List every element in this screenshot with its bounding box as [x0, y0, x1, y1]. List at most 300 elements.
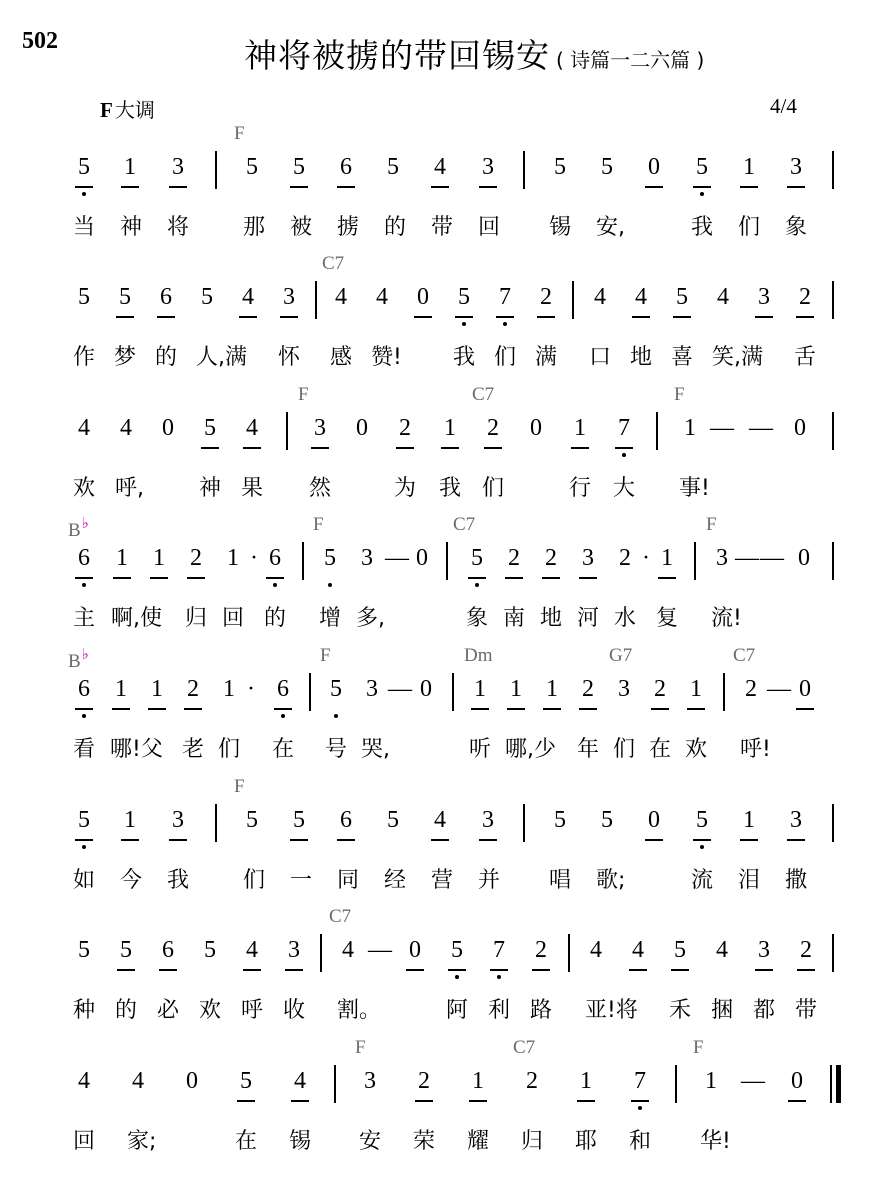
lyric-syllable: 归: [521, 1129, 544, 1154]
note: 3: [618, 676, 630, 702]
note: 5: [387, 807, 399, 833]
note: 5: [201, 284, 213, 310]
lyric-syllable: 象: [466, 606, 489, 631]
barline: [334, 1065, 336, 1103]
barline: [832, 281, 834, 319]
lower-octave-dot: [622, 453, 626, 457]
eighth-underline: [615, 447, 633, 449]
note: 0: [642, 153, 666, 181]
note: 4: [236, 283, 260, 311]
note: 1: [655, 544, 679, 572]
chord-symbol: [329, 906, 351, 928]
note: 1: [147, 544, 171, 572]
lyric-syllable: 哪!父: [110, 737, 163, 762]
note: 1: [737, 153, 761, 181]
note: 4: [78, 1068, 90, 1094]
note: 6: [154, 283, 178, 311]
chord-symbol: [68, 514, 89, 542]
lyric-syllable: 神: [199, 476, 222, 501]
lyric-syllable: 笑,满: [712, 345, 763, 370]
note: 6: [263, 544, 287, 572]
lyric-syllable: 河: [577, 606, 600, 631]
eighth-underline: [291, 1100, 309, 1102]
eighth-underline: [632, 316, 650, 318]
eighth-underline: [337, 186, 355, 188]
lyric-syllable: 哪,少: [505, 737, 556, 762]
chord-root: F: [706, 514, 717, 535]
note: 7: [493, 283, 517, 311]
eighth-underline: [290, 186, 308, 188]
eighth-underline: [239, 316, 257, 318]
eighth-underline: [796, 316, 814, 318]
lower-octave-dot: [334, 714, 338, 718]
lyric-syllable: 哭,: [361, 737, 390, 762]
chord-symbol: [68, 645, 89, 673]
lyric-syllable: 的: [384, 215, 407, 240]
lyric-syllable: 听: [469, 737, 492, 762]
note: 1: [705, 1068, 717, 1094]
lyric-syllable: 呼,: [115, 476, 144, 501]
final-barline-thick: [836, 1065, 841, 1103]
eighth-underline: [797, 969, 815, 971]
lower-octave-dot: [82, 192, 86, 196]
lyric-syllable: 欢: [685, 737, 708, 762]
note: 6: [334, 153, 358, 181]
note: 0: [186, 1068, 198, 1094]
lyric-syllable: 歌;: [596, 868, 626, 893]
lyric-syllable: 们: [738, 215, 761, 240]
chord-root: C7: [453, 514, 476, 535]
note: 3: [277, 283, 301, 311]
lyric-syllable: 满: [535, 345, 558, 370]
note: 3: [308, 414, 332, 442]
barline: [215, 151, 217, 189]
lyric-syllable: 喜: [671, 345, 694, 370]
note: 5: [554, 807, 566, 833]
lyric-syllable: 感: [330, 345, 353, 370]
barline: [832, 151, 834, 189]
note: 3: [476, 153, 500, 181]
lyric-syllable: 我: [691, 215, 714, 240]
eighth-underline: [629, 969, 647, 971]
eighth-underline: [117, 969, 135, 971]
chord-root: F: [693, 1037, 704, 1058]
eighth-underline: [479, 839, 497, 841]
lyric-syllable: 荣: [413, 1129, 436, 1154]
note-extension: —: [710, 415, 734, 441]
note: 2: [619, 545, 631, 571]
note-extension: —: [388, 676, 412, 702]
lyric-syllable: 多,: [356, 606, 385, 631]
note: 6: [72, 544, 96, 572]
barline: [523, 804, 525, 842]
lyric-syllable: 唱: [549, 868, 572, 893]
eighth-underline: [159, 969, 177, 971]
note: 4: [428, 153, 452, 181]
eighth-underline: [579, 577, 597, 579]
eighth-underline: [490, 969, 508, 971]
note: 0: [420, 676, 432, 702]
lyric-syllable: 一: [290, 868, 313, 893]
lyric-syllable: 作: [73, 345, 96, 370]
eighth-underline: [543, 708, 561, 710]
note: 2: [745, 676, 757, 702]
lyric-syllable: 年: [577, 737, 600, 762]
note: 3: [364, 1068, 376, 1094]
barline: [315, 281, 317, 319]
note: 6: [156, 936, 180, 964]
lyric-syllable: 带: [795, 998, 818, 1023]
eighth-underline: [201, 447, 219, 449]
eighth-underline: [507, 708, 525, 710]
eighth-underline: [579, 708, 597, 710]
note-extension: —: [767, 676, 791, 702]
lyric-syllable: 撒: [785, 868, 808, 893]
lyric-syllable: 我: [439, 476, 462, 501]
note: 1: [118, 806, 142, 834]
barline: [320, 934, 322, 972]
eighth-underline: [290, 839, 308, 841]
note: 2: [481, 414, 505, 442]
time-signature: 4/4: [770, 94, 797, 118]
eighth-underline: [113, 577, 131, 579]
lyric-syllable: 梦: [114, 345, 137, 370]
note: 0: [530, 415, 542, 441]
barline: [832, 412, 834, 450]
barline: [309, 673, 311, 711]
lyric-syllable: 们: [494, 345, 517, 370]
lower-octave-dot: [700, 192, 704, 196]
barline: [656, 412, 658, 450]
eighth-underline: [75, 186, 93, 188]
lyric-syllable: 为: [394, 476, 417, 501]
note: 4: [594, 284, 606, 310]
barline: [215, 804, 217, 842]
note: 5: [198, 414, 222, 442]
lower-octave-dot: [281, 714, 285, 718]
note: 3: [784, 153, 808, 181]
eighth-underline: [755, 316, 773, 318]
chord-root: C7: [472, 384, 495, 405]
note: 5: [287, 806, 311, 834]
note: 4: [132, 1068, 144, 1094]
eighth-underline: [311, 447, 329, 449]
augmentation-dot: ·: [642, 545, 650, 571]
eighth-underline: [740, 839, 758, 841]
lyric-syllable: 泪: [738, 868, 761, 893]
flat-icon: ♭: [81, 647, 89, 663]
note: 5: [114, 936, 138, 964]
augmentation-dot: ·: [247, 676, 255, 702]
hymn-title: 神将被掳的带回锡安: [244, 36, 550, 75]
barline: [694, 542, 696, 580]
eighth-underline: [121, 839, 139, 841]
eighth-underline: [542, 577, 560, 579]
note: 2: [412, 1067, 436, 1095]
note: 3: [784, 806, 808, 834]
lyric-syllable: 行: [569, 476, 592, 501]
lyric-syllable: 同: [337, 868, 360, 893]
chord-symbol: [298, 384, 309, 406]
chord-root: F: [674, 384, 685, 405]
note: 2: [793, 283, 817, 311]
lyric-syllable: 的: [155, 345, 178, 370]
lower-octave-dot: [497, 975, 501, 979]
note: 5: [690, 153, 714, 181]
note: 4: [716, 937, 728, 963]
chord-symbol: [609, 645, 632, 667]
note: 2: [526, 1068, 538, 1094]
eighth-underline: [274, 708, 292, 710]
note: 5: [601, 807, 613, 833]
eighth-underline: [532, 969, 550, 971]
chord-root: F: [234, 123, 245, 144]
note: 0: [642, 806, 666, 834]
lyric-syllable: 被: [290, 215, 313, 240]
lower-octave-dot: [503, 322, 507, 326]
note: 4: [240, 414, 264, 442]
lyric-syllable: 种: [73, 998, 96, 1023]
lyric-syllable: 的: [264, 606, 287, 631]
lyric-syllable: 今: [120, 868, 143, 893]
eighth-underline: [537, 316, 555, 318]
note: 5: [324, 675, 348, 703]
chord-root: F: [298, 384, 309, 405]
note: 2: [794, 936, 818, 964]
note: 5: [668, 936, 692, 964]
note: 4: [376, 284, 388, 310]
note: 5: [287, 153, 311, 181]
lyric-syllable: 流!: [711, 606, 742, 631]
eighth-underline: [116, 316, 134, 318]
eighth-underline: [693, 839, 711, 841]
note: 1: [684, 415, 696, 441]
note: 4: [590, 937, 602, 963]
chord-symbol: [320, 645, 331, 667]
note: 1: [438, 414, 462, 442]
note: 1: [504, 675, 528, 703]
lyric-syllable: 安,: [596, 215, 625, 240]
note: 0: [356, 415, 368, 441]
chord-root: G7: [609, 645, 633, 666]
chord-symbol: [693, 1037, 704, 1059]
lyric-syllable: 舌: [794, 345, 817, 370]
lower-octave-dot: [455, 975, 459, 979]
eighth-underline: [431, 839, 449, 841]
eighth-underline: [645, 839, 663, 841]
note: 4: [240, 936, 264, 964]
eighth-underline: [505, 577, 523, 579]
eighth-underline: [187, 577, 205, 579]
barline: [523, 151, 525, 189]
eighth-underline: [496, 316, 514, 318]
lyric-syllable: 路: [530, 998, 553, 1023]
eighth-underline: [148, 708, 166, 710]
chord-root: F: [320, 645, 331, 666]
barline: [832, 934, 834, 972]
note: 4: [288, 1067, 312, 1095]
note: 5: [601, 154, 613, 180]
note: 3: [576, 544, 600, 572]
note: 4: [629, 283, 653, 311]
note: 1: [574, 1067, 598, 1095]
lyric-syllable: 并: [478, 868, 501, 893]
note: 4: [717, 284, 729, 310]
eighth-underline: [571, 447, 589, 449]
key-signature: [100, 94, 155, 123]
lower-octave-dot: [273, 583, 277, 587]
lyric-syllable: 老: [182, 737, 205, 762]
chord-root: C7: [513, 1037, 536, 1058]
lyric-syllable: 带: [431, 215, 454, 240]
lyric-syllable: 华!: [700, 1129, 731, 1154]
note: 5: [78, 937, 90, 963]
lyric-syllable: 将: [167, 215, 190, 240]
eighth-underline: [169, 839, 187, 841]
lyric-syllable: 赞!: [371, 345, 402, 370]
lyric-syllable: 耶: [575, 1129, 598, 1154]
lyric-syllable: 那: [243, 215, 266, 240]
eighth-underline: [787, 839, 805, 841]
lyric-syllable: 们: [613, 737, 636, 762]
chord-root: Dm: [464, 645, 493, 666]
note: 6: [271, 675, 295, 703]
note: 3: [166, 153, 190, 181]
note: 2: [576, 675, 600, 703]
note: 7: [487, 936, 511, 964]
eighth-underline: [658, 577, 676, 579]
eighth-underline: [75, 577, 93, 579]
chord-symbol: [313, 514, 324, 536]
eighth-underline: [266, 577, 284, 579]
lyric-syllable: 回: [222, 606, 245, 631]
eighth-underline: [787, 186, 805, 188]
note: 5: [234, 1067, 258, 1095]
chord-symbol: [234, 123, 245, 145]
barline: [832, 542, 834, 580]
chord-symbol: [464, 645, 493, 667]
chord-root: F: [355, 1037, 366, 1058]
lyric-syllable: 们: [243, 868, 266, 893]
lyric-syllable: 和: [629, 1129, 652, 1154]
lyric-syllable: 利: [488, 998, 511, 1023]
note: 5: [204, 937, 216, 963]
chord-root: C7: [329, 906, 352, 927]
lower-octave-dot: [475, 583, 479, 587]
lyric-syllable: 事!: [679, 476, 710, 501]
note: 2: [502, 544, 526, 572]
barline: [286, 412, 288, 450]
note: 4: [335, 284, 347, 310]
lyric-syllable: 呼!: [740, 737, 771, 762]
note: 0: [162, 415, 174, 441]
note: 1: [468, 675, 492, 703]
lower-octave-dot: [328, 583, 332, 587]
note: 4: [428, 806, 452, 834]
note: 5: [72, 806, 96, 834]
note: 0: [411, 283, 435, 311]
eighth-underline: [237, 1100, 255, 1102]
note-extension: —: [741, 1068, 765, 1094]
augmentation-dot: ·: [250, 545, 258, 571]
eighth-underline: [243, 969, 261, 971]
lyric-syllable: 地: [540, 606, 563, 631]
chord-symbol: [322, 253, 344, 275]
chord-root: F: [313, 514, 324, 535]
eighth-underline: [169, 186, 187, 188]
eighth-underline: [796, 708, 814, 710]
chord-symbol: [513, 1037, 535, 1059]
note: 6: [334, 806, 358, 834]
eighth-underline: [468, 577, 486, 579]
note-extension: —: [735, 545, 759, 571]
lyric-syllable: 增: [319, 606, 342, 631]
lyric-syllable: 人,满: [196, 345, 247, 370]
note: 6: [72, 675, 96, 703]
hymn-number: 502: [22, 28, 58, 54]
lyric-syllable: 如: [73, 868, 96, 893]
eighth-underline: [414, 316, 432, 318]
note: 1: [540, 675, 564, 703]
note: 5: [452, 283, 476, 311]
lyric-syllable: 在: [272, 737, 295, 762]
note: 3: [752, 283, 776, 311]
lyric-syllable: 象: [785, 215, 808, 240]
eighth-underline: [75, 839, 93, 841]
lyric-syllable: 呼: [241, 998, 264, 1023]
eighth-underline: [415, 1100, 433, 1102]
note: 1: [737, 806, 761, 834]
lyric-syllable: 亚!将: [585, 998, 638, 1023]
note: 5: [670, 283, 694, 311]
note: 0: [785, 1067, 809, 1095]
lyric-syllable: 营: [431, 868, 454, 893]
eighth-underline: [631, 1100, 649, 1102]
lyric-syllable: 必: [157, 998, 180, 1023]
note: 1: [568, 414, 592, 442]
eighth-underline: [285, 969, 303, 971]
note: 1: [109, 675, 133, 703]
chord-root: B: [68, 520, 81, 541]
lyric-syllable: 大: [613, 476, 636, 501]
lyric-syllable: 欢: [73, 476, 96, 501]
eighth-underline: [112, 708, 130, 710]
chord-symbol: [706, 514, 717, 536]
note: 5: [445, 936, 469, 964]
lyric-syllable: 看: [73, 737, 96, 762]
lyric-syllable: 家;: [127, 1129, 157, 1154]
chord-symbol: [472, 384, 494, 406]
note-extension: —: [749, 415, 773, 441]
note: 5: [318, 544, 342, 572]
eighth-underline: [755, 969, 773, 971]
barline: [568, 934, 570, 972]
lyric-syllable: 回: [73, 1129, 96, 1154]
lyric-syllable: 锡: [289, 1129, 312, 1154]
chord-root: F: [234, 776, 245, 797]
note: 3: [716, 545, 728, 571]
eighth-underline: [740, 186, 758, 188]
lyric-syllable: 们: [482, 476, 505, 501]
note: 4: [626, 936, 650, 964]
eighth-underline: [671, 969, 689, 971]
eighth-underline: [455, 316, 473, 318]
lower-octave-dot: [462, 322, 466, 326]
lyric-syllable: 在: [235, 1129, 258, 1154]
lyric-syllable: 收: [283, 998, 306, 1023]
lyric-syllable: 怀: [278, 345, 301, 370]
note: 1: [227, 545, 239, 571]
